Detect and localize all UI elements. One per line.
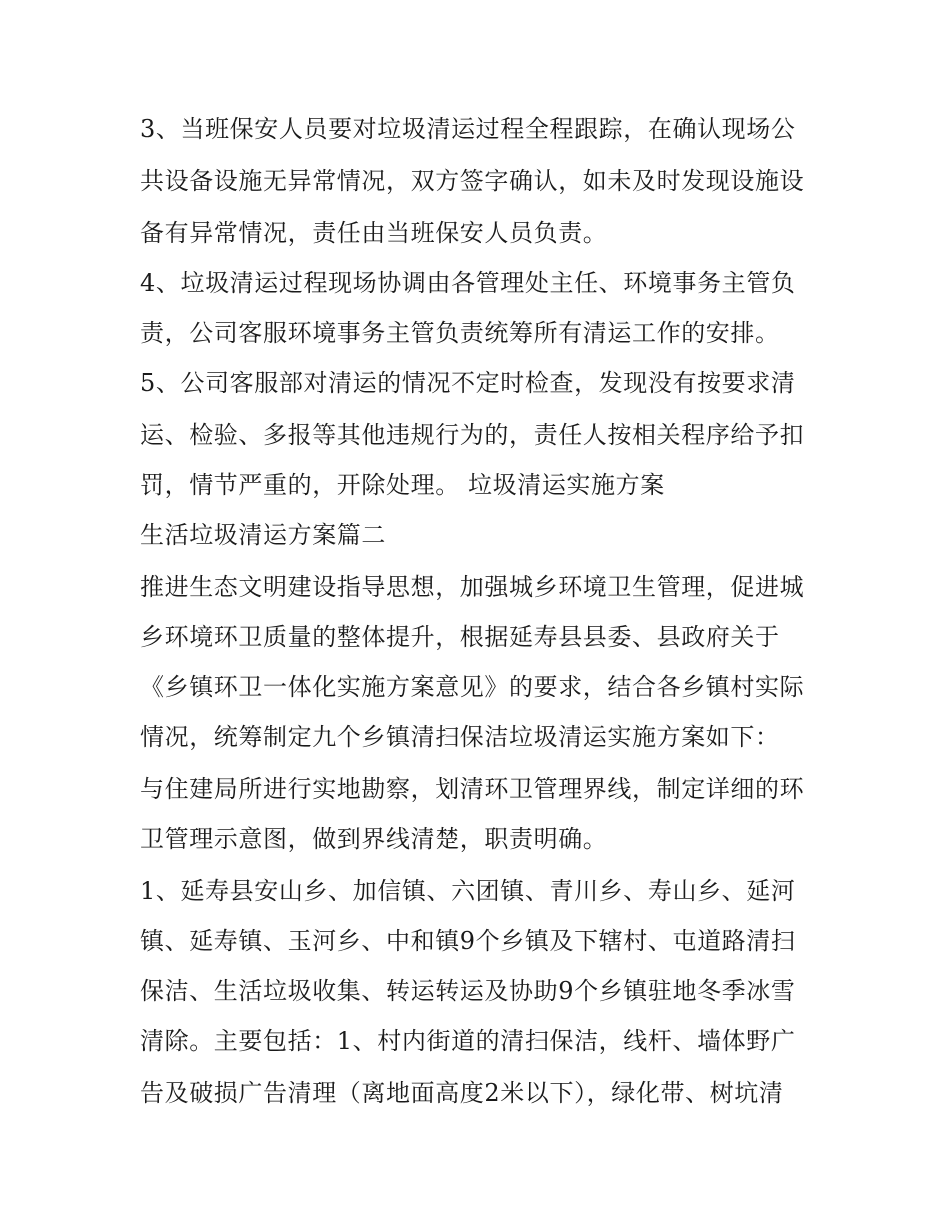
text-line: 备有异常情况，责任由当班保安人员负责。 <box>140 219 608 247</box>
text-line: 乡环境环卫质量的整体提升，根据延寿县县委、县政府关于 <box>140 623 780 651</box>
text-line: 与住建局所进行实地勘察，划清环卫管理界线，制定详细的环 <box>140 775 805 803</box>
text-line: 清除。主要包括：1、村内街道的清扫保洁，线杆、墙体野广 <box>140 1027 796 1055</box>
text-line: 情况，统筹制定九个乡镇清扫保洁垃圾清运实施方案如下： <box>140 723 780 751</box>
text-line: 责，公司客服环境事务主管负责统筹所有清运工作的安排。 <box>140 319 780 347</box>
text-line: 1、延寿县安山乡、加信镇、六团镇、青川乡、寿山乡、延河 <box>140 877 796 905</box>
text-line: 共设备设施无异常情况，双方签字确认，如未及时发现设施设 <box>140 167 805 195</box>
text-line: 3、当班保安人员要对垃圾清运过程全程跟踪，在确认现场公 <box>140 115 796 143</box>
text-line: 5、公司客服部对清运的情况不定时检查，发现没有按要求清 <box>140 369 796 397</box>
text-line: 运、检验、多报等其他违规行为的，责任人按相关程序给予扣 <box>140 421 805 449</box>
text-line: 罚，情节严重的，开除处理。 垃圾清运实施方案 <box>140 471 665 499</box>
text-line: 卫管理示意图，做到界线清楚，职责明确。 <box>140 825 608 853</box>
text-line: 保洁、生活垃圾收集、转运转运及协助9个乡镇驻地冬季冰雪 <box>140 977 796 1005</box>
text-line: 《乡镇环卫一体化实施方案意见》的要求，结合各乡镇村实际 <box>140 673 805 701</box>
text-line: 镇、延寿镇、玉河乡、中和镇9个乡镇及下辖村、屯道路清扫 <box>140 927 796 955</box>
section-heading: 生活垃圾清运方案篇二 <box>140 521 386 549</box>
text-line: 告及破损广告清理（离地面高度2米以下），绿化带、树坑清 <box>140 1079 784 1107</box>
text-line: 4、垃圾清运过程现场协调由各管理处主任、环境事务主管负 <box>140 269 796 297</box>
text-line: 推进生态文明建设指导思想，加强城乡环境卫生管理，促进城 <box>140 573 805 601</box>
